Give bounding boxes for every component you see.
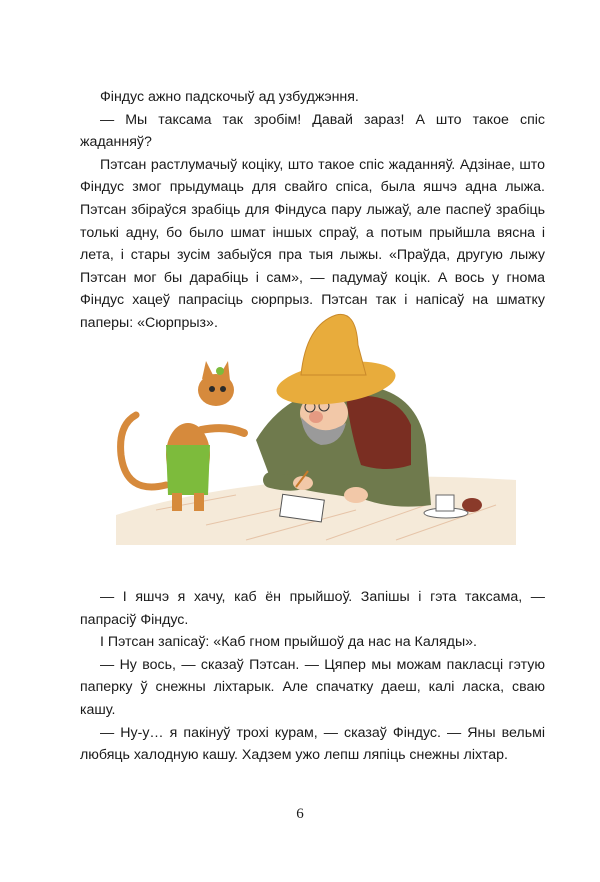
pettson-figure bbox=[256, 314, 431, 506]
paragraph: Пэтсан растлумачыў коціку, што такое спіс жаданняў. Адзінае, што Фіндус змог прыдумаць для свайго спіса, была яшчэ адна лыжа. Пэтсан збіраўся зрабіць для Фіндуса пару лыжаў, але паспеў зрабіць толькі адну, бо было шмат іншых спраў, а потым прыйшла вясна і лета, і стары зусім забыўся пра тыя лыжы. «Праўда, другую лыжу Пэтсан мог бы дарабіць і сам», — падумаў коцік. А вось у гнома Фіндус хацеў папрасіць сюрпрыз. Пэтсан так і напісаў на шматку паперы: «Сюрпрыз». bbox=[80, 156, 545, 331]
paragraph: І Пэтсан запісаў: «Каб гном прыйшоў да нас на Каляды». bbox=[100, 634, 477, 651]
page-number: 6 bbox=[296, 806, 304, 822]
illustration-pettson-findus bbox=[96, 305, 516, 545]
top-text-block bbox=[80, 86, 545, 335]
bottom-text-block bbox=[80, 586, 545, 767]
paragraph: — Ну-у… я пакінуў трохі курам, — сказаў Фіндус. — Яны вельмі любяць халодную кашу. Хадзем ужо лепш ляпіць снежны ліхтар. bbox=[80, 724, 545, 764]
paragraph: — Ну вось, — сказаў Пэтсан. — Цяпер мы можам пакласці гэтую паперку ў снежны ліхтарык. Але спачатку даеш, калі ласка, сваю кашу. bbox=[80, 656, 545, 718]
paragraph: — Мы таксама так зробім! Давай зараз! А што такое спіс жаданняў? bbox=[80, 111, 545, 151]
paragraph: — І яшчэ я хачу, каб ён прыйшоў. Запішы і гэта таксама, — папрасіў Фіндус. bbox=[80, 589, 545, 628]
findus-cat bbox=[121, 361, 244, 511]
paragraph: Фіндус ажно падскочыў ад узбуджэння. bbox=[100, 89, 359, 105]
